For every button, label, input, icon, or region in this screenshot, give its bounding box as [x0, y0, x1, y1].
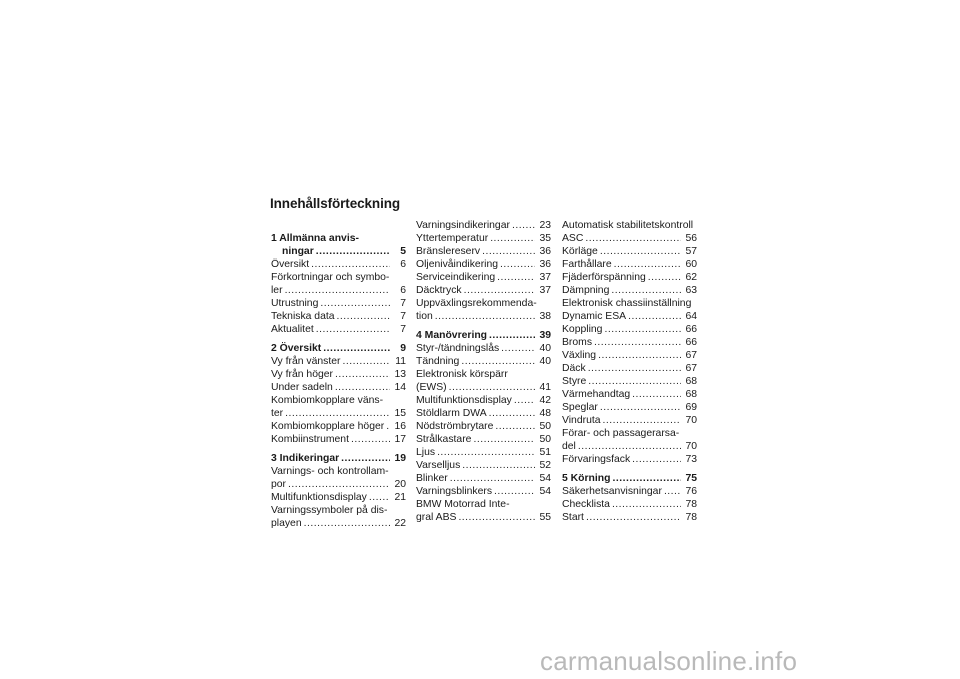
dot-leader: [588, 362, 681, 375]
toc-entry[interactable]: [416, 459, 551, 472]
toc-entry-title: Serviceindikering: [416, 272, 496, 283]
toc-entry[interactable]: [562, 375, 697, 388]
toc-entry[interactable]: [416, 258, 551, 271]
toc-entry: [562, 427, 697, 440]
toc-entry-title: ningar: [282, 246, 314, 257]
dot-leader: [437, 446, 535, 459]
toc-page-number: 20: [394, 479, 406, 490]
toc-entry-title: Farthållare: [562, 259, 612, 270]
toc-page-number: 50: [539, 421, 551, 432]
toc-page-number: 70: [685, 441, 697, 452]
toc-entry-title: Blinker: [416, 473, 448, 484]
toc-entry-title: Strålkastare: [416, 434, 472, 445]
toc-section-entry[interactable]: [271, 342, 406, 355]
toc-entry[interactable]: [416, 219, 551, 232]
dot-leader: [473, 433, 535, 446]
toc-page-number: 16: [394, 421, 406, 432]
dot-leader: [369, 491, 390, 504]
toc-entry-title: Oljenivåindikering: [416, 259, 499, 270]
toc-entry-title: del: [562, 441, 576, 452]
toc-entry[interactable]: [416, 381, 551, 394]
toc-entry[interactable]: [271, 433, 406, 446]
toc-entry[interactable]: [271, 284, 406, 297]
toc-page-number: 69: [685, 402, 697, 413]
toc-page-number: 78: [685, 512, 697, 523]
toc-entry: [271, 271, 406, 284]
toc-entry-title: Koppling: [562, 324, 603, 335]
toc-page-number: 40: [539, 343, 551, 354]
toc-page-number: 54: [539, 473, 551, 484]
toc-entry-title: Säkerhetsanvisningar: [562, 486, 662, 497]
dot-leader: [285, 407, 390, 420]
toc-entry-title: Vy från vänster: [271, 356, 341, 367]
toc-entry[interactable]: [271, 355, 406, 368]
toc-entry: [416, 368, 551, 381]
toc-entry: [271, 504, 406, 517]
toc-entry-title: Styr-/tändningslås: [416, 343, 500, 354]
dot-leader: [648, 271, 681, 284]
toc-entry-title: Elektronisk chassiinställning: [562, 298, 692, 309]
dot-leader: [482, 245, 535, 258]
toc-page-number: 7: [400, 311, 406, 322]
toc-entry-title: Varningssymboler på dis-: [271, 505, 388, 516]
dot-leader: [628, 310, 681, 323]
toc-page-number: 52: [539, 460, 551, 471]
toc-entry-title: Nödströmbrytare: [416, 421, 494, 432]
toc-entry[interactable]: [562, 284, 697, 297]
toc-entry[interactable]: [271, 381, 406, 394]
toc-page-number: 62: [685, 272, 697, 283]
toc-page-number: 57: [685, 246, 697, 257]
dot-leader: [323, 342, 390, 355]
toc-page-number: 73: [685, 454, 697, 465]
toc-page-number: 13: [394, 369, 406, 380]
dot-leader: [285, 284, 390, 297]
dot-leader: [664, 485, 681, 498]
toc-entry-title: 5 Körning: [562, 473, 611, 484]
toc-entry[interactable]: [416, 310, 551, 323]
toc-entry-title: Däck: [562, 363, 586, 374]
toc-page-number: 63: [685, 285, 697, 296]
toc-entry-title: Uppväxlingsrekommenda-: [416, 298, 537, 309]
dot-leader: [614, 258, 681, 271]
dot-leader: [462, 459, 535, 472]
toc-page-number: 41: [539, 382, 551, 393]
toc-page-number: 15: [394, 408, 406, 419]
dot-leader: [514, 394, 535, 407]
toc-entry[interactable]: [562, 362, 697, 375]
toc-entry-title: por: [271, 479, 287, 490]
toc-entry-title: tion: [416, 311, 433, 322]
toc-entry-title: BMW Motorrad Inte-: [416, 499, 510, 510]
toc-entry-title: Kombiomkopplare väns-: [271, 395, 384, 406]
dot-leader: [585, 232, 681, 245]
dot-leader: [351, 433, 390, 446]
toc-page-number: 38: [539, 311, 551, 322]
toc-entry: [562, 219, 697, 232]
toc-entry[interactable]: [271, 368, 406, 381]
toc-column-3: [562, 219, 697, 524]
toc-page-number: 35: [539, 233, 551, 244]
dot-leader: [632, 388, 681, 401]
toc-entry-title: gral ABS: [416, 512, 457, 523]
toc-entry-title: Utrustning: [271, 298, 319, 309]
toc-entry[interactable]: [562, 258, 697, 271]
toc-entry[interactable]: [416, 271, 551, 284]
toc-page-number: 75: [685, 473, 697, 484]
toc-entry-title: Elektronisk körspärr: [416, 369, 508, 380]
toc-entry[interactable]: [562, 453, 697, 466]
toc-entry-title: Checklista: [562, 499, 610, 510]
page-title: Innehållsförteckning: [270, 196, 401, 211]
toc-entry[interactable]: [562, 271, 697, 284]
toc-page-number: 68: [685, 376, 697, 387]
toc-section-entry[interactable]: [562, 472, 697, 485]
toc-page-number: 64: [685, 311, 697, 322]
toc-entry[interactable]: [271, 517, 406, 530]
toc-entry[interactable]: [271, 297, 406, 310]
toc-entry[interactable]: [271, 478, 406, 491]
toc-section-entry[interactable]: [271, 245, 406, 258]
toc-entry[interactable]: [562, 401, 697, 414]
toc-entry-title: Start: [562, 512, 584, 523]
toc-entry[interactable]: [562, 388, 697, 401]
toc-entry-title: Vy från höger: [271, 369, 333, 380]
toc-page-number: 67: [685, 350, 697, 361]
toc-page-number: 11: [395, 356, 406, 367]
dot-leader: [343, 355, 391, 368]
toc-entry-title: Automatisk stabilitetskontroll: [562, 220, 694, 231]
toc-entry: [416, 498, 551, 511]
toc-entry[interactable]: [416, 394, 551, 407]
toc-page-number: 7: [400, 298, 406, 309]
toc-page-number: 66: [685, 324, 697, 335]
toc-entry-title: Översikt: [271, 259, 310, 270]
dot-leader: [458, 511, 535, 524]
toc-entry-title: Yttertemperatur: [416, 233, 489, 244]
toc-entry-title: 3 Indikeringar: [271, 453, 340, 464]
toc-page-number: 21: [394, 492, 406, 503]
toc-entry-title: Under sadeln: [271, 382, 333, 393]
toc-entry[interactable]: [271, 407, 406, 420]
toc-entry-title: ASC: [562, 233, 584, 244]
toc-entry-title: Aktualitet: [271, 324, 314, 335]
dot-leader: [335, 368, 390, 381]
toc-page-number: 56: [685, 233, 697, 244]
dot-leader: [497, 271, 535, 284]
toc-entry[interactable]: [416, 420, 551, 433]
toc-entry-title: Kombiinstrument: [271, 434, 349, 445]
toc-entry-title: Förar- och passagerarsa-: [562, 428, 680, 439]
dot-leader: [449, 381, 535, 394]
dot-leader: [316, 323, 390, 336]
toc-entry-title: Tekniska data: [271, 311, 335, 322]
toc-entry-title: Varningsblinkers: [416, 486, 493, 497]
dot-leader: [594, 336, 681, 349]
toc-page-number: 17: [394, 434, 406, 445]
toc-entry[interactable]: [271, 323, 406, 336]
dot-leader: [598, 349, 681, 362]
toc-page-number: 37: [539, 272, 551, 283]
toc-entry[interactable]: [416, 446, 551, 459]
dot-leader: [611, 284, 681, 297]
toc-entry-title: Stöldlarm DWA: [416, 408, 487, 419]
dot-leader: [461, 355, 535, 368]
toc-entry-title: Speglar: [562, 402, 598, 413]
dot-leader: [489, 329, 535, 342]
toc-entry[interactable]: [562, 498, 697, 511]
toc-entry-title: Multifunktionsdisplay: [271, 492, 367, 503]
toc-page-number: 36: [539, 259, 551, 270]
toc-entry[interactable]: [416, 342, 551, 355]
dot-leader: [386, 420, 390, 433]
toc-entry-title: Vindruta: [562, 415, 601, 426]
toc-entry-title: Multifunktionsdisplay: [416, 395, 512, 406]
dot-leader: [320, 297, 390, 310]
watermark-text: carmanualsonline.info: [540, 646, 798, 676]
toc-entry[interactable]: [562, 485, 697, 498]
toc-entry-title: Förvaringsfack: [562, 454, 631, 465]
dot-leader: [494, 485, 535, 498]
toc-page-number: 50: [539, 434, 551, 445]
toc-entry-title: 1 Allmänna anvis-: [271, 233, 359, 244]
toc-entry-title: Varningsindikeringar: [416, 220, 510, 231]
toc-entry-title: Kombiomkopplare höger: [271, 421, 385, 432]
dot-leader: [578, 440, 681, 453]
toc-page-number: 68: [685, 389, 697, 400]
toc-page-number: 66: [685, 337, 697, 348]
toc-entry[interactable]: [416, 433, 551, 446]
toc-entry-title: (EWS): [416, 382, 447, 393]
dot-leader: [612, 498, 681, 511]
dot-leader: [512, 219, 535, 232]
dot-leader: [604, 323, 681, 336]
dot-leader: [316, 245, 390, 258]
toc-page-number: 67: [685, 363, 697, 374]
toc-entry[interactable]: [562, 323, 697, 336]
toc-page-number: 39: [539, 330, 551, 341]
toc-entry-title: Bränslereserv: [416, 246, 481, 257]
dot-leader: [500, 258, 535, 271]
toc-entry[interactable]: [562, 245, 697, 258]
toc-entry[interactable]: [562, 440, 697, 453]
dot-leader: [288, 478, 390, 491]
toc-entry-title: ter: [271, 408, 284, 419]
dot-leader: [450, 472, 535, 485]
toc-entry-title: Fjäderförspänning: [562, 272, 646, 283]
toc-entry[interactable]: [562, 310, 697, 323]
dot-leader: [632, 453, 681, 466]
dot-leader: [603, 414, 681, 427]
toc-entry-title: Styre: [562, 376, 587, 387]
dot-leader: [304, 517, 390, 530]
toc-entry-title: Varnings- och kontrollam-: [271, 466, 389, 477]
dot-leader: [495, 420, 535, 433]
toc-page-number: 54: [539, 486, 551, 497]
toc-page-number: 6: [400, 259, 406, 270]
toc-entry[interactable]: [416, 245, 551, 258]
dot-leader: [311, 258, 390, 271]
toc-entry-title: Ljus: [416, 447, 436, 458]
toc-entry[interactable]: [562, 336, 697, 349]
toc-page-number: 36: [539, 246, 551, 257]
toc-page-number: 37: [539, 285, 551, 296]
toc-section-entry[interactable]: [271, 452, 406, 465]
toc-entry-title: ler: [271, 285, 283, 296]
toc-column-2: [416, 219, 551, 524]
toc-entry-title: Körläge: [562, 246, 598, 257]
toc-entry[interactable]: [416, 232, 551, 245]
toc-entry: [562, 297, 697, 310]
dot-leader: [600, 401, 681, 414]
dot-leader: [464, 284, 535, 297]
toc-entry-title: Växling: [562, 350, 597, 361]
toc-entry[interactable]: [416, 472, 551, 485]
toc-page-number: 40: [539, 356, 551, 367]
dot-leader: [501, 342, 535, 355]
toc-entry[interactable]: [271, 310, 406, 323]
toc-page-number: 51: [539, 447, 551, 458]
toc-page-number: 76: [685, 486, 697, 497]
toc-entry[interactable]: [562, 232, 697, 245]
dot-leader: [341, 452, 390, 465]
toc-section-entry[interactable]: [416, 329, 551, 342]
toc-entry-title: 4 Manövrering: [416, 330, 488, 341]
toc-entry-title: Broms: [562, 337, 593, 348]
dot-leader: [586, 511, 681, 524]
toc-entry-title: Dynamic ESA: [562, 311, 627, 322]
toc-section-entry: [271, 232, 406, 245]
toc-entry: [416, 297, 551, 310]
toc-entry[interactable]: [271, 420, 406, 433]
toc-page-number: 14: [394, 382, 406, 393]
dot-leader: [600, 245, 681, 258]
toc-entry-title: Dämpning: [562, 285, 610, 296]
toc-page-number: 55: [539, 512, 551, 523]
toc-entry-title: Däcktryck: [416, 285, 462, 296]
toc-entry: [271, 394, 406, 407]
toc-page-number: 7: [400, 324, 406, 335]
toc-column-1: [271, 232, 406, 530]
dot-leader: [490, 232, 535, 245]
toc-entry[interactable]: [416, 511, 551, 524]
toc-entry-title: Förkortningar och symbo-: [271, 272, 390, 283]
toc-entry[interactable]: [271, 491, 406, 504]
toc-page-number: 78: [685, 499, 697, 510]
toc-entry[interactable]: [562, 511, 697, 524]
toc-entry[interactable]: [562, 349, 697, 362]
dot-leader: [588, 375, 681, 388]
dot-leader: [335, 381, 390, 394]
toc-entry[interactable]: [416, 284, 551, 297]
toc-entry[interactable]: [416, 407, 551, 420]
toc-entry-title: playen: [271, 518, 302, 529]
toc-entry-title: 2 Översikt: [271, 343, 322, 354]
toc-page-number: 48: [539, 408, 551, 419]
toc-page-number: 5: [400, 246, 406, 257]
toc-page-number: 9: [400, 343, 406, 354]
dot-leader: [435, 310, 535, 323]
toc-page-number: 19: [394, 453, 406, 464]
toc-page-number: 42: [539, 395, 551, 406]
toc-entry[interactable]: [416, 355, 551, 368]
dot-leader: [613, 472, 682, 485]
toc-entry: [271, 465, 406, 478]
toc-page-number: 23: [539, 220, 551, 231]
toc-page-number: 60: [685, 259, 697, 270]
toc-page-number: 70: [685, 415, 697, 426]
dot-leader: [337, 310, 390, 323]
toc-entry-title: Varselljus: [416, 460, 461, 471]
toc-page-number: 22: [394, 518, 406, 529]
dot-leader: [489, 407, 535, 420]
toc-entry-title: Tändning: [416, 356, 460, 367]
toc-entry[interactable]: [562, 414, 697, 427]
toc-entry[interactable]: [416, 485, 551, 498]
toc-page-number: 6: [400, 285, 406, 296]
toc-entry-title: Värmehandtag: [562, 389, 631, 400]
toc-entry[interactable]: [271, 258, 406, 271]
